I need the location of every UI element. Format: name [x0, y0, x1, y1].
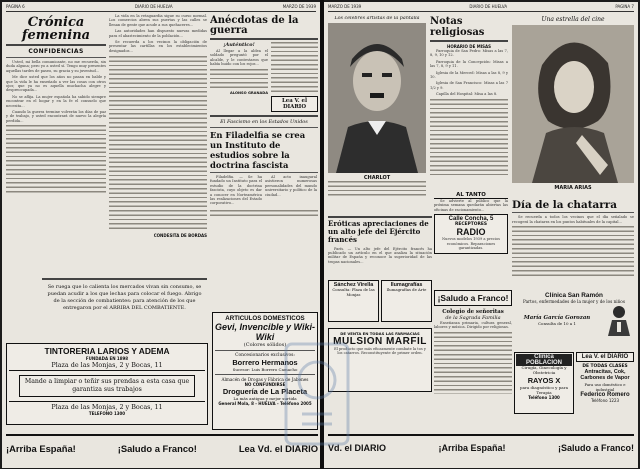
middle-column	[109, 14, 207, 276]
anecdotes-column	[210, 14, 318, 219]
cinema-article	[328, 16, 426, 208]
running-head-right: PAGINA 7	[615, 4, 634, 9]
ramon-name: María García Gorozan	[523, 314, 591, 321]
running-head-center: DIARIO DE HUELVA	[134, 4, 173, 9]
maria-arias-caption: MARIA ARIAS	[554, 185, 592, 191]
bottom-arriba-espana: ¡Arriba España!	[438, 443, 506, 453]
articulos-line2: NO CONFUNDIRSE	[244, 382, 286, 387]
tanto-paragraph: Se advierte al público que la próxima semana quedarán abiertas las oficinas de racionamiento...	[434, 199, 508, 212]
chatarra-paragraph: Se recuerda a todos los vecinos que el día señalado se recogerá la chatarra en los puntos habituales de la capital...	[512, 215, 634, 224]
poblacion-ad	[514, 352, 574, 414]
feminine-paragraph: Usted, mi bella comunicante, no me recuerda, sin duda alguna; pero yo a usted sí. Tengo muy presentes aquellas tardes de paseo, su gracia y su juventud...	[6, 60, 106, 73]
left-bottom-strip	[6, 434, 318, 462]
tintoreria-title: TINTORERIA LARIOS Y ADEMA	[44, 346, 170, 356]
carbones-phone: Teléfono 1223	[590, 397, 620, 403]
right-running-head	[328, 4, 634, 12]
colegio-column	[434, 290, 512, 430]
articulos-exclusive: Concesionarios exclusivos:	[235, 353, 295, 358]
ramon-line2: Consulta de 10 a 1	[538, 320, 576, 326]
feminine-subtitle: CONFIDENCIAS	[28, 48, 84, 55]
tintoreria-phone: TELEFONO 1300	[88, 411, 126, 416]
calle-brand: RADIO	[456, 227, 486, 238]
medico-title: Ilumagrafías	[390, 282, 423, 288]
lea-diario-box: Lea V. el DIARIO	[271, 96, 318, 112]
chatarra-title: Día de la chatarra	[512, 200, 617, 211]
ramon-title: Clínica San Ramón	[545, 292, 603, 299]
feminine-title: Crónica femenina	[21, 15, 91, 43]
notas-entry: Parroquia de la Concepción: Misas a las 7, 8, 9 y 11.	[430, 59, 508, 69]
running-head-left: PAGINA 6	[6, 4, 25, 9]
middle-paragraph: Se recuerda a los vecinos la obligación de presentar las cartillas en los establecimientos designados...	[109, 40, 207, 53]
library-stamp-icon	[282, 340, 352, 450]
middle-paragraph: Las autoridades han dispuesto nuevas medidas para el abastecimiento de la población...	[109, 29, 207, 38]
cinema-kicker: Los célebres artistas de la pantalla	[334, 16, 420, 21]
feminine-signature: CONDESITA DE BORDAS	[153, 233, 207, 239]
colegio-subtitle: de la Sagrada Familia	[445, 315, 501, 321]
right-bottom-strip	[328, 434, 634, 462]
notas-religiosas	[430, 16, 508, 188]
notas-entry: Capilla del Hospital: Misa a las 8.	[436, 92, 498, 97]
bottom-saludo-franco: ¡Saludo a Franco!	[557, 443, 634, 453]
saludo-franco-box: ¡Saludo a Franco!	[434, 290, 512, 306]
articulos-shop: Droguería de La Placeta	[222, 387, 308, 396]
calle-paragraph: Nuevos modelos 1939 a precios económicos. Reparaciones garantizadas.	[442, 237, 500, 251]
anecdotes-signature: ALONSO GRANADA	[230, 90, 268, 95]
notas-title: Notas religiosas	[430, 16, 485, 38]
charlot-caption: CHARLOT	[363, 175, 391, 181]
articulos-successor: Sucesor: Luis Borrero Camacho	[232, 367, 298, 372]
poblacion-line1: Cirugía, Ginecología y Obstetricia	[521, 365, 567, 375]
tintoreria-address-2: Plaza de las Monjas, 2 y Bocas, 11	[9, 401, 205, 411]
radio-column	[434, 192, 508, 288]
poblacion-line3: para diagnóstico y para Terapia	[520, 384, 568, 395]
feminine-paragraph: Me dice usted que los años no pasan en balde y que la vida le ha enseñado a ver las cosas con otros ojos; que ya no es aquella muchacha alegre y despreocupada...	[6, 75, 106, 93]
bottom-lea-diario: Lea Vd. el DIARIO	[238, 442, 318, 454]
mulsion-kicker: DE VENTA EN TODAS LAS FARMACIAS	[340, 331, 420, 336]
running-head-right: MARZO DE 1939	[282, 4, 316, 9]
medico-title: Sánchez Virella	[333, 282, 374, 288]
notas-entry: Iglesia de San Francisco: Misas a las 7 1/2 y 9.	[430, 81, 508, 90]
anecdotes-title: Anécdotas de la guerra	[210, 15, 299, 36]
tintoreria-founded: FUNDADA EN 1898	[85, 356, 129, 361]
carbones-line1: Antracitas, Cok, Carbones de Vapor	[580, 369, 630, 382]
fascismo-paragraph: Al acto inaugural asistieron numerosas personalidades del mundo universitario y político de la ciudad...	[265, 175, 317, 197]
notas-entry: Iglesia de la Merced: Misas a las 8, 9 y 10.	[430, 70, 508, 80]
colegio-paragraph: Enseñanza primaria, cultura general, labores y música. Dirigido por religiosas.	[434, 321, 512, 330]
portrait-icon	[328, 23, 426, 173]
tanto-title: AL TANTO	[434, 192, 508, 199]
carbones-column	[576, 352, 634, 436]
chatarra-article	[512, 200, 634, 288]
feminine-column	[6, 14, 106, 276]
lea-diario-box: Lea V. el DIARIO	[576, 352, 634, 362]
estrella-article	[512, 16, 634, 196]
tintoreria-ad	[6, 343, 208, 425]
estrella-title: Una estrella del cine	[541, 16, 605, 23]
middle-paragraph: La vida en la retaguardia sigue su curso normal. Los comercios abren sus puertas y las calles se llenan de gente que acude a sus quehaceres...	[109, 14, 207, 27]
poblacion-line4: Teléfono 1300	[528, 394, 560, 400]
fascismo-headline: En Filadelfia se crea un Instituto de estudios sobre la doctrina fascista	[210, 130, 306, 170]
ramon-line1: Partos, enfermedades de la mujer y de los niños	[523, 299, 625, 304]
feminine-paragraph: No se aflija. La mujer española ha sabido siempre encontrar en el hogar y en la fe el consuelo que necesita...	[6, 94, 106, 108]
ejercito-article	[328, 214, 432, 276]
anecdotes-subtitle: ¡Auténtico!	[223, 42, 255, 48]
articulos-line1: Almacén de Drogas y Fábrica de Jabones	[221, 377, 309, 382]
fascismo-paragraph: Filadelfia. — Se ha fundado un Instituto para el estudio de la doctrina fascista, cuyo objeto es dar a conocer en Norteamérica las realizaciones del Estado corporativo...	[210, 175, 262, 206]
right-page	[324, 2, 638, 468]
articulos-company: Borrero Hermanos	[232, 358, 298, 367]
bottom-lea-diario: Vd. el DIARIO	[328, 443, 387, 453]
medicos-ads	[328, 280, 432, 324]
notice-text: Se ruega que lo calienta los mercados vivan sin consumo, se puedan acudir a los que lechas para colocar el fuego. Abrigo de la sección de combatientes: para atención de los que entregaron por el ARRIBA DEL COMBATIENTE.	[47, 284, 202, 311]
anecdotes-paragraph: Al llegar a la aldea el soldado preguntó por el alcalde, y le contestaron que había huido con los rojos...	[210, 49, 268, 67]
charlot-photo	[328, 23, 426, 173]
ejercito-paragraph: París. — Un alto jefe del Ejército francés ha publicado un artículo en el que analiza la situación militar de España y reconoce la superioridad de las tropas nacionales...	[328, 246, 432, 264]
tintoreria-service: Mande a limpiar o teñir sus prendas a esta casa que garantiza sus trabajos	[19, 375, 195, 397]
bottom-saludo-franco: ¡Saludo a Franco!	[117, 442, 197, 454]
carbones-line2: Para uso doméstico e industrial	[584, 381, 626, 392]
notice-box	[42, 276, 207, 340]
carbones-name: Federico Romero	[580, 391, 630, 398]
medico-line: Ilumagrafías de Arte	[386, 287, 427, 292]
ramon-ad	[514, 292, 634, 348]
medico-ad	[328, 280, 379, 322]
middle-body	[109, 14, 207, 53]
articulos-brand: Gevi, Invencible y Wiki-Wiki	[215, 322, 315, 342]
feminine-body	[6, 60, 106, 123]
articulos-note: (Colores sólidos)	[243, 342, 287, 348]
tintoreria-address: Plaza de las Monjas, 2 y Bocas, 11	[9, 361, 205, 371]
articulos-title: ARTICULOS DOMESTICOS	[225, 315, 305, 322]
ejercito-headline: Eróticas apreciaciones de un alto jefe del Ejército francés	[328, 219, 429, 245]
articulos-address: General Mola, 8 - HUELVA - Teléfono 2005	[218, 401, 312, 406]
nurse-illustration-icon	[604, 304, 634, 336]
portrait-icon	[512, 25, 634, 183]
fascismo-kicker: El Fascismo en los Estados Unidos	[220, 119, 308, 125]
medico-ad	[381, 280, 432, 322]
left-page	[2, 2, 320, 468]
running-head-center: DIARIO DE HUELVA	[469, 4, 508, 9]
feminine-paragraph: Cuando la guerra termine volverán los días de paz y de trabajo, y usted encontrará de nuevo la alegría perdida...	[6, 110, 106, 123]
maria-arias-photo	[512, 25, 634, 183]
running-head-left: MARZO DE 1939	[328, 4, 362, 9]
left-running-head	[6, 4, 316, 12]
calle-title: Calle Concha, 5	[448, 216, 494, 223]
poblacion-line2: RAYOS X	[527, 375, 561, 385]
calle-subtitle: RECEPTORES	[454, 222, 488, 228]
mulsion-paragraph: El producto que más eficazmente combate la tos y los catarros. Reconstituyente de primer orden.	[334, 347, 426, 356]
poblacion-title: Clínica POBLACION	[516, 354, 572, 366]
notas-entry: Parroquia de San Pedro: Misas a las 7, 8, 9, 10 y 12.	[430, 49, 508, 58]
notas-subtitle: HORARIO DE MISAS	[446, 44, 492, 49]
mulsion-title: MULSION MARFIL	[333, 336, 427, 347]
colegio-title: Colegio de señoritas	[442, 309, 504, 315]
carbones-title: DE TODAS CLASES	[582, 364, 628, 369]
medico-line: Consulta: Plaza de las Monjas	[332, 287, 375, 297]
bottom-arriba-espana: ¡Arriba España!	[6, 442, 76, 454]
articulos-line3: La más antigua y mejor surtida	[233, 396, 297, 401]
